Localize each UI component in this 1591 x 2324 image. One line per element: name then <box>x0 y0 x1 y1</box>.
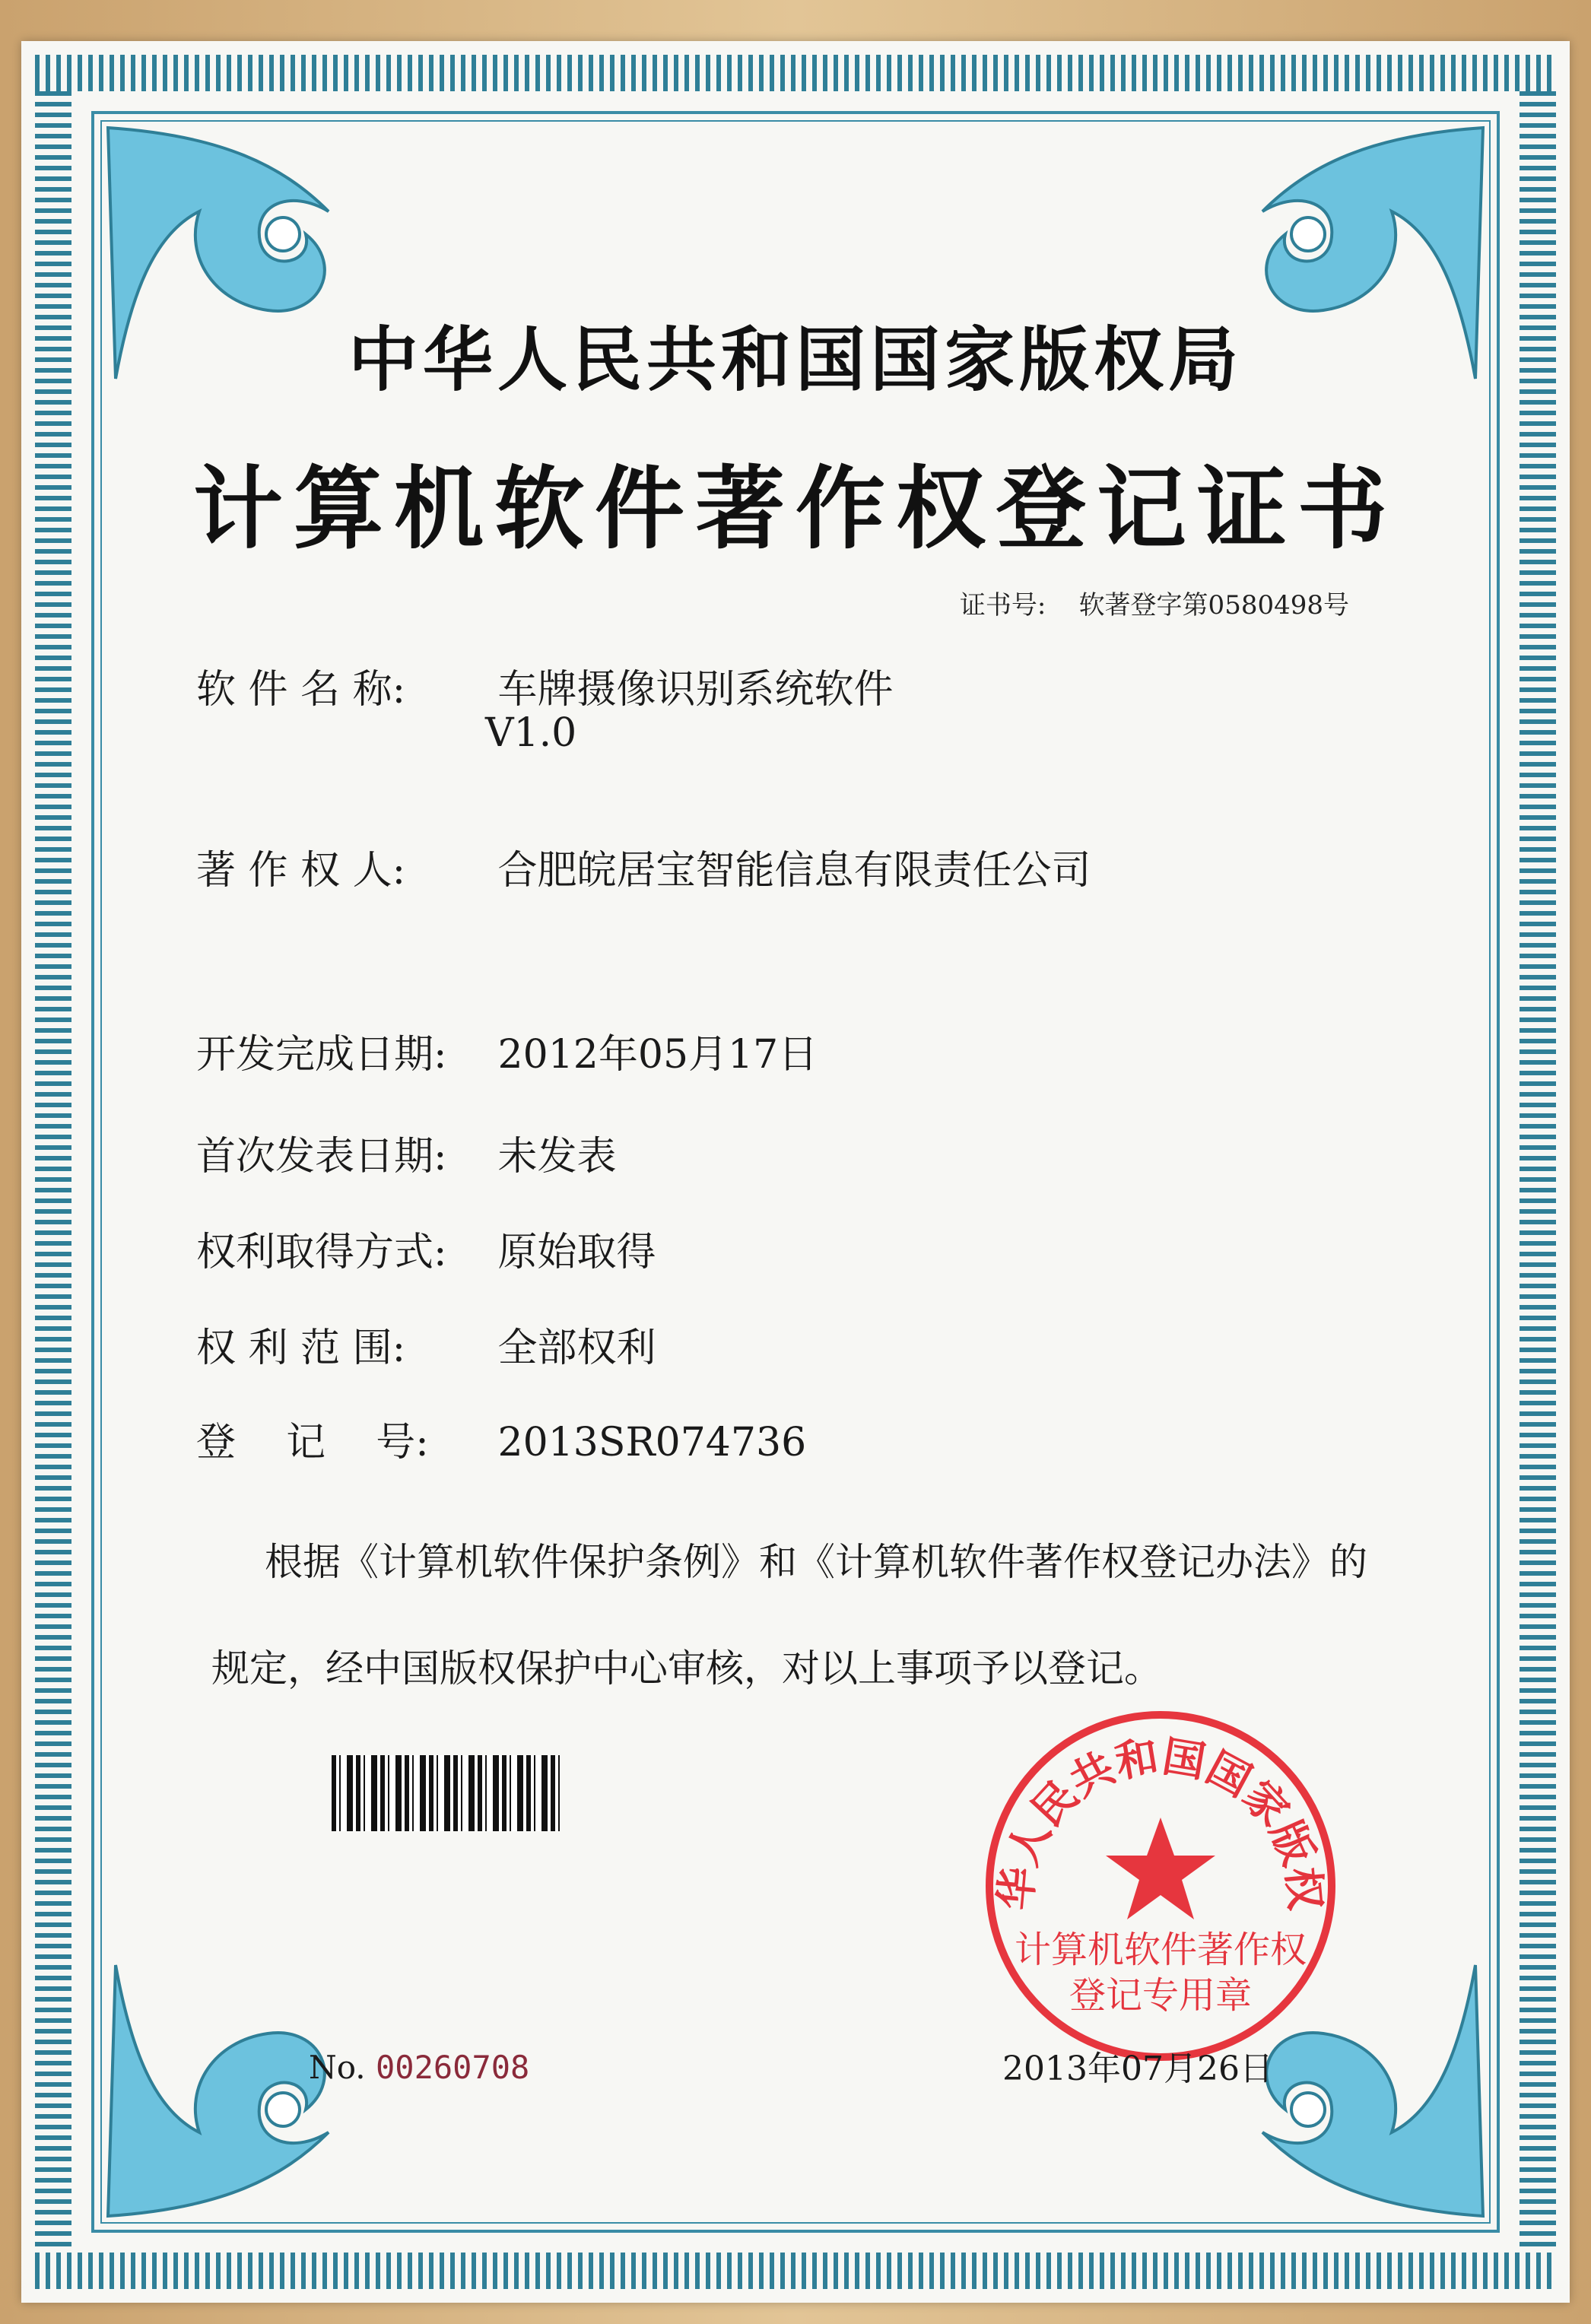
seal-inner-line2: 登记专用章 <box>1069 1976 1253 2016</box>
legal-basis-line1: 根据《计算机软件保护条例》和《计算机软件著作权登记办法》的 <box>265 1540 1367 1584</box>
software-name-value: 车牌摄像识别系统软件 <box>497 667 894 713</box>
legal-basis-line2: 规定，经中国版权保护中心审核，对以上事项予以登记。 <box>211 1646 1162 1691</box>
owner-label: 著 作 权 人: <box>196 848 406 894</box>
owner-value: 合肥皖居宝智能信息有限责任公司 <box>497 848 1091 894</box>
barcode <box>332 1755 560 1831</box>
certificate-number-label: 证书号: <box>959 590 1046 621</box>
scope-value: 全部权利 <box>497 1326 656 1371</box>
seal-inner-line1: 计算机软件著作权 <box>1014 1930 1307 1970</box>
acquisition-value: 原始取得 <box>497 1230 656 1275</box>
software-version: V1.0 <box>485 710 577 756</box>
registration-row <box>196 1410 806 1467</box>
official-seal <box>978 1703 1343 2068</box>
publish-date-value: 未发表 <box>497 1134 617 1179</box>
publish-date-label: 首次发表日期: <box>196 1134 447 1179</box>
issue-date: 2013年07月26日 <box>1002 2049 1273 2088</box>
bottom-left-ornament <box>100 1950 450 2224</box>
certificate-number-value: 软著登字第0580498号 <box>1078 590 1349 621</box>
seal-star-icon <box>1106 1818 1215 1919</box>
completion-date-label: 开发完成日期: <box>196 1032 447 1078</box>
seal-outer-text: 华人民共和国国家版权 <box>992 1733 1329 1913</box>
serial-label: No. <box>309 2049 366 2086</box>
software-name-label: 软 件 名 称: <box>196 667 406 713</box>
certificate-title: 计算机软件著作权登记证书 <box>192 456 1398 561</box>
registration-value: 2013SR074736 <box>497 1420 807 1465</box>
completion-date-value: 2012年05月17日 <box>497 1032 818 1078</box>
scope-row <box>196 1316 656 1373</box>
owner-row <box>196 838 1091 895</box>
acquisition-row <box>196 1220 656 1277</box>
acquisition-label: 权利取得方式: <box>196 1230 447 1275</box>
certificate-sheet <box>21 41 1570 2303</box>
certificate-number <box>960 584 1349 621</box>
serial-number <box>309 2049 529 2086</box>
completion-date-row <box>196 1022 818 1079</box>
publish-date-row <box>196 1124 617 1181</box>
issuing-authority: 中华人民共和国国家版权局 <box>348 319 1243 401</box>
software-name-row <box>196 657 894 714</box>
serial-value: 00260708 <box>376 2049 530 2086</box>
scope-label: 权 利 范 围: <box>196 1326 406 1371</box>
registration-label: 登 记 号: <box>196 1420 429 1465</box>
